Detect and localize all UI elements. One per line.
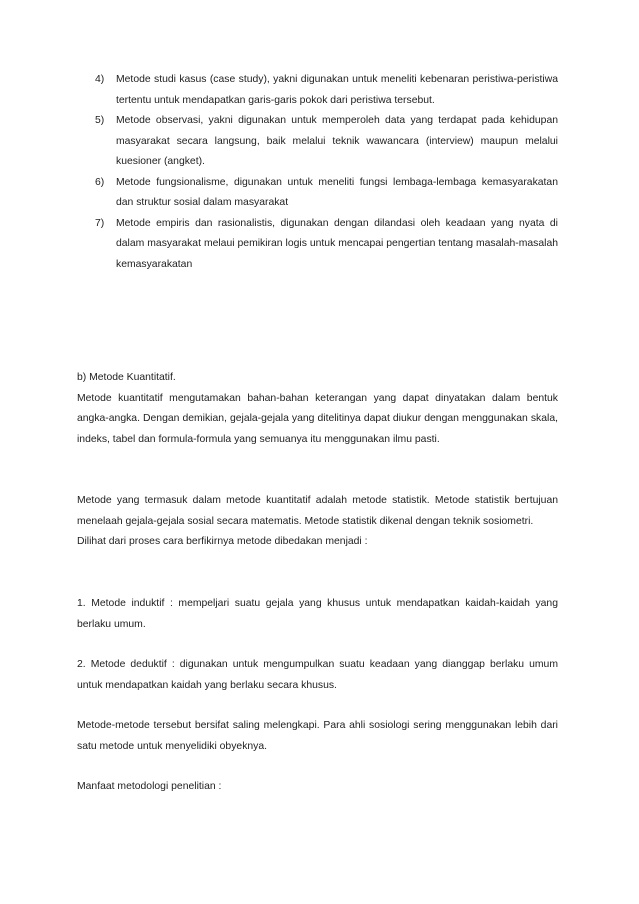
list-item [95, 111, 558, 173]
paragraph: 2. Metode deduktif : digunakan untuk mengumpulkan suatu keadaan yang dianggap berlaku umum untuk mendapatkan kaidah yang berlaku secara khusus. [77, 659, 558, 691]
deduktif-section [77, 655, 558, 696]
paragraph: Metode yang termasuk dalam metode kuantitatif adalah metode statistik. Metode statistik bertujuan menelaah gejala-gejala sosial secara matematis. Metode statistik dikenal dengan teknik sosiometri. [77, 495, 558, 527]
list-item-text: Metode studi kasus (case study), yakni digunakan untuk meneliti kebenaran peristiwa-peristiwa tertentu untuk mendapatkan garis-garis pokok dari peristiwa tersebut. [116, 74, 558, 106]
list-item [95, 214, 558, 276]
statistik-section [77, 491, 558, 553]
paragraph: 1. Metode induktif : mempeljari suatu gejala yang khusus untuk mendapatkan kaidah-kaidah yang berlaku umum. [77, 598, 558, 630]
list-item-text: Metode observasi, yakni digunakan untuk memperoleh data yang terdapat pada kehidupan masyarakat secara langsung, baik melalui teknik wawancara (interview) maupun melalui kuesioner (angket). [116, 115, 558, 167]
paragraph: Metode-metode tersebut bersifat saling melengkapi. Para ahli sosiologi sering menggunakan lebih dari satu metode untuk menyelidiki obyeknya. [77, 720, 558, 752]
melengkapi-section [77, 716, 558, 757]
manfaat-section [77, 777, 558, 798]
list-item [95, 70, 558, 111]
list-item [95, 173, 558, 214]
method-list [95, 70, 558, 275]
kuantitatif-section [77, 368, 558, 450]
list-item-text: Metode empiris dan rasionalistis, digunakan dengan dilandasi oleh keadaan yang nyata di dalam masyarakat melaui pemikiran logis untuk mencapai pengertian tentang masalah-masalah kemasyarakatan [116, 217, 558, 270]
list-item-number: 4) [95, 74, 105, 85]
list-item-number: 6) [95, 176, 105, 188]
paragraph: Metode kuantitatif mengutamakan bahan-bahan keterangan yang dapat dinyatakan dalam bentuk angka-angka. Dengan demikian, gejala-gejala yang ditelitinya dapat diukur dengan menggunakan skala, indeks, tabel dan formula-formula yang semuanya itu menggunakan ilmu pasti. [77, 392, 558, 445]
list-item-text: Metode fungsionalisme, digunakan untuk meneliti fungsi lembaga-lembaga kemasyarakatan dan struktur sosial dalam masyarakat [116, 176, 558, 208]
induktif-section [77, 594, 558, 635]
list-item-number: 5) [95, 115, 105, 126]
section-heading: b) Metode Kuantitatif. [77, 372, 176, 383]
list-item-number: 7) [95, 217, 105, 229]
paragraph: Dilihat dari proses cara berfikirnya metode dibedakan menjadi : [77, 536, 368, 547]
paragraph: Manfaat metodologi penelitian : [77, 781, 222, 792]
